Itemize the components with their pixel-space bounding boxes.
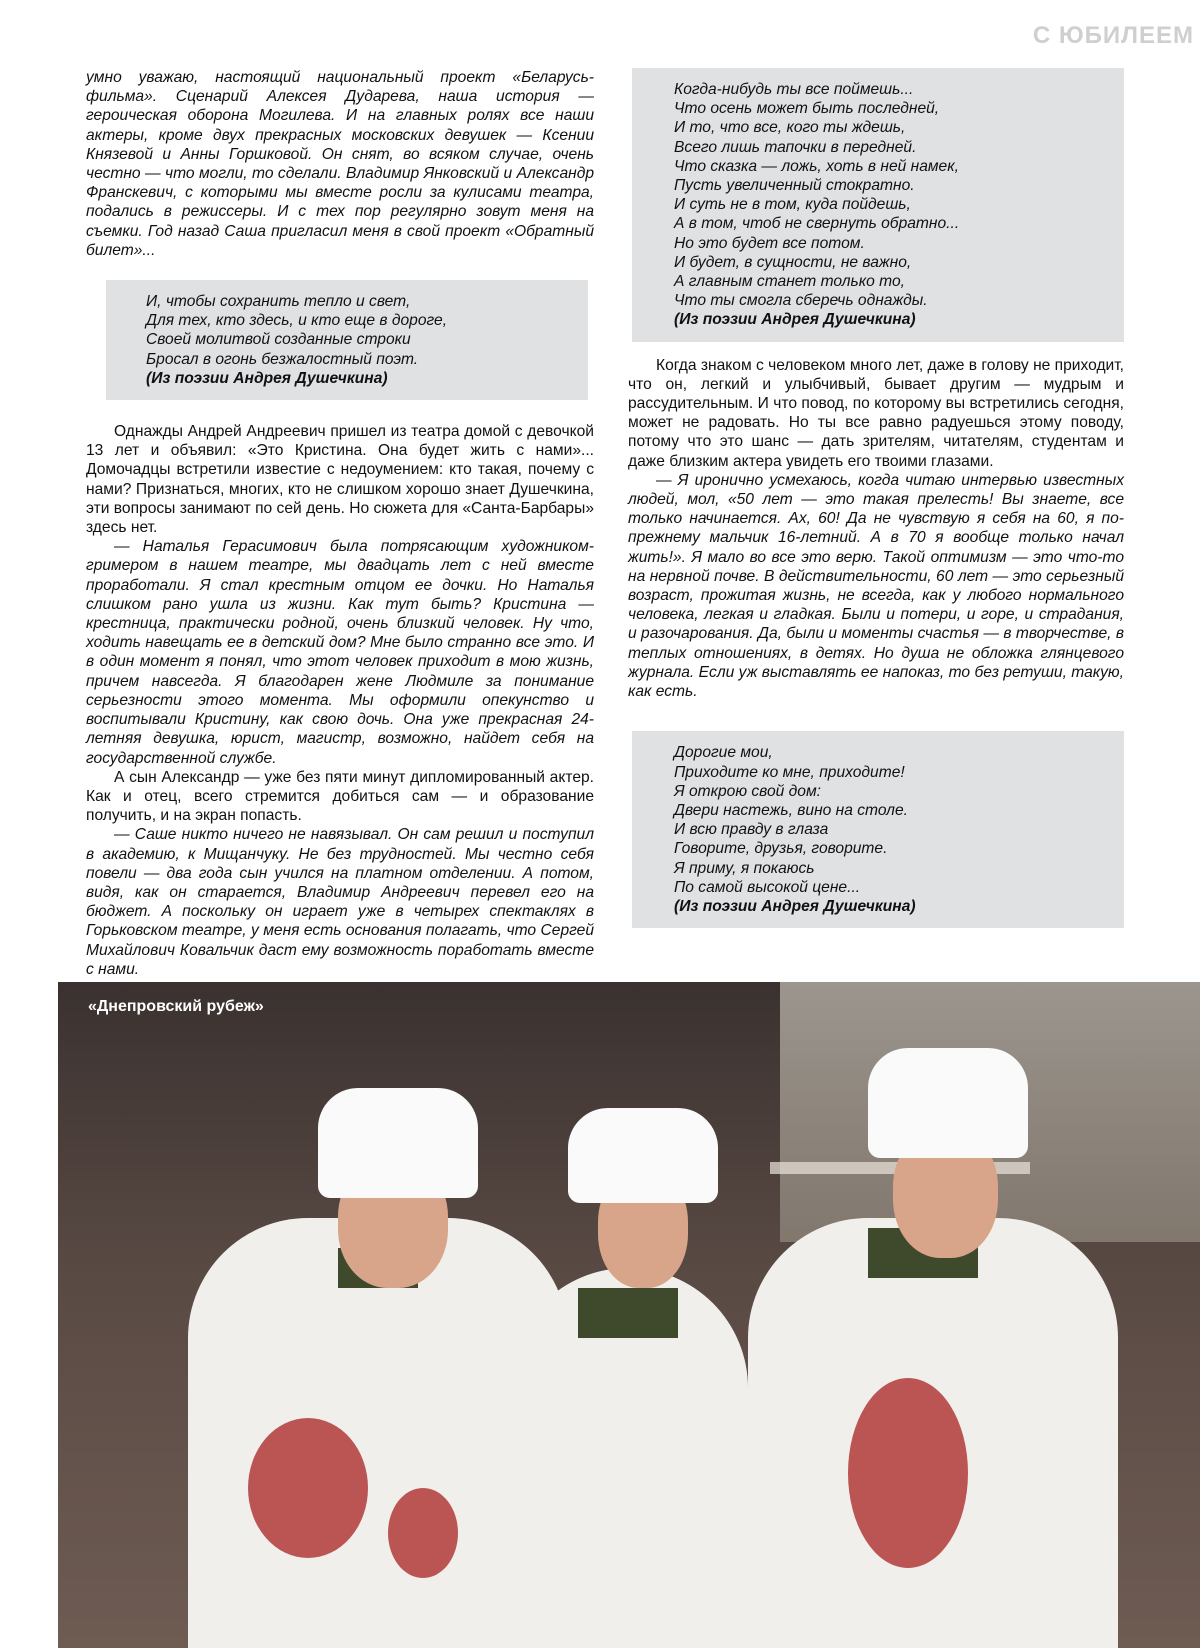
paragraph: — Саше никто ничего не навязывал. Он сам решил и поступил в академию, к Мищанчуку. Не без трудностей. Мы честно себя повели — два года сын учился на платном отделении. А потом, видя, как он старается, Владимир Андреевич перевел его на бюджет. А поскольку он играет уже в четырех спектаклях в Горьковском театре, у меня есть основания полагать, что Сергей Михайлович Ковальчик даст ему возможность поработать вместе с нами. <box>86 826 594 978</box>
paragraph: А сын Александр — уже без пяти минут дипломированный актер. Как и отец, всего стремится добиться сам — и образование получить, и на экран попасть. <box>86 768 594 825</box>
poem-line: Всего лишь тапочки в передней. <box>674 138 917 156</box>
poem-line: Своей молитвой созданные строки <box>146 331 411 349</box>
poem-line: А в том, чтоб не свернуть обратно... <box>674 215 960 233</box>
poem-line: Я открою свой дом: <box>674 782 821 800</box>
blood-stain <box>248 1418 368 1558</box>
surgical-cap <box>868 1048 1028 1158</box>
film-still-photo <box>58 982 1200 1648</box>
poem-line: Я приму, я покаюсь <box>674 859 815 877</box>
paragraph: — Я иронично усмехаюсь, когда читаю интервью известных людей, мол, «50 лет — это такая прелесть! Вы знаете, все только начинается. Ах, 60! Да не чувствую я себя на 60, я по-прежнему мальчик 16-летний. А в 70 я вообще только начал жить!». Я мало во все это верю. Такой оптимизм — это что-то на нервной почве. В действительности, 60 лет — это серьезный возраст, прожитая жизнь, не всегда, как у любого нормального человека, легкая и гладкая. Были и потери, и горе, и страдания, и разочарования. Да, были и моменты счастья — в творчестве, в теплых отношениях, в детях. Но душа не обложка глянцевого журнала. Если уж выставлять ее напоказ, то без ретуши, такую, как есть. <box>628 471 1124 701</box>
poem-line: Бросал в огонь безжалостный поэт. <box>146 350 419 368</box>
poem-line: А главным станет только то, <box>674 273 905 291</box>
right-column <box>628 68 1124 928</box>
poem-line: По самой высокой цене... <box>674 878 861 896</box>
poem-line: И всю правду в глаза <box>674 821 829 839</box>
blood-stain <box>848 1378 968 1568</box>
poem-block <box>632 731 1124 928</box>
poem-line: И то, что все, кого ты ждешь, <box>674 119 906 137</box>
paragraph: Однажды Андрей Андреевич пришел из театра домой с девочкой 13 лет и объявил: «Это Кристина. Она будет жить с нами»... Домочадцы встретили известие с недоумением: кто такая, почему с нами? Признаться, многих, кто не слишком хорошо знает Душечкина, эти вопросы занимают по сей день. Но сюжета для «Санта-Барбары» здесь нет. <box>86 423 594 537</box>
poem-attribution: (Из поэзии Андрея Душечкина) <box>674 311 916 329</box>
poem-line: Приходите ко мне, приходите! <box>674 763 905 781</box>
paragraph: — Наталья Герасимович была потрясающим художником-гримером в нашем театре, мы двадцать лет с ней вместе проработали. Я стал крестным отцом ее дочки. Но Наталья слишком рано ушла из жизни. Как тут быть? Кристина — крестница, практически родной, очень близкий человек. Ну что, ходить навещать ее в детский дом? Мне было странно все это. И в один момент я понял, что этот человек приходит в мою жизнь, причем навсегда. Я благодарен жене Людмиле за понимание серьезности этого момента. Мы оформили опекунство и воспитывали Кристину, как свою дочь. Она уже прекрасная 24-летняя девушка, юрист, магистр, возможно, найдет себя на государственной службе. <box>86 538 594 767</box>
poem-line: И, чтобы сохранить тепло и свет, <box>146 293 411 311</box>
poem-attribution: (Из поэзии Андрея Душечкина) <box>674 897 916 915</box>
poem-line: Для тех, кто здесь, и кто еще в дороге, <box>146 312 448 330</box>
poem-line: И будет, в сущности, не важно, <box>674 253 912 271</box>
poem-line: Что ты смогла сберечь однажды. <box>674 292 928 310</box>
surgical-cap <box>318 1088 478 1198</box>
left-column <box>86 68 594 979</box>
poem-attribution: (Из поэзии Андрея Душечкина) <box>146 369 388 387</box>
photo-caption: «Днепровский рубеж» <box>88 998 264 1015</box>
poem-line: Пусть увеличенный стократно. <box>674 177 915 195</box>
poem-block <box>106 280 588 400</box>
surgical-cap <box>568 1108 718 1203</box>
figure-nurse-right <box>748 1048 1118 1648</box>
poem-line: Что осень может быть последней, <box>674 100 940 118</box>
paragraph: Когда знаком с человеком много лет, даже в голову не приходит, что он, легкий и улыбчивый, бывает другим — мудрым и рассудительным. И что повод, по которому вы встретились сегодня, может не радовать. Но ты все равно радуешься этому поводу, потому что это шанс — дать зрителям, читателям, студентам и даже близким актера увидеть его твоими глазами. <box>628 356 1125 470</box>
figure-nurse-middle <box>508 1088 748 1648</box>
poem-line: И суть не в том, куда пойдешь, <box>674 196 911 214</box>
uniform-collar <box>578 1288 678 1338</box>
blood-stain <box>388 1488 458 1578</box>
section-tag: С ЮБИЛЕЕМ <box>1032 22 1194 49</box>
poem-line: Двери настежь, вино на столе. <box>674 801 908 819</box>
poem-line: Когда-нибудь ты все поймешь... <box>674 81 914 98</box>
poem-line: Но это будет все потом. <box>674 234 865 252</box>
poem-line: Что сказка — ложь, хоть в ней намек, <box>674 157 959 175</box>
paragraph: умно уважаю, настоящий национальный проект «Беларусь-фильма». Сценарий Алексея Дударева, наша история — героическая оборона Могилева. И на главных ролях все наши актеры, кроме двух прекрасных московских девушек — Ксении Князевой и Анны Горшковой. Он снят, во всяком случае, очень честно — что могли, то сделали. Владимир Янковский и Александр Франскевич, с которыми мы вместе росли за кулисами театра, подались в режиссеры. И с тех пор регулярно зовут меня на съемки. Год назад Саша пригласил меня в свой проект «Обратный билет»... <box>86 69 594 259</box>
poem-line: Дорогие мои, <box>674 744 773 762</box>
poem-block <box>632 68 1124 342</box>
poem-line: Говорите, друзья, говорите. <box>674 840 888 858</box>
